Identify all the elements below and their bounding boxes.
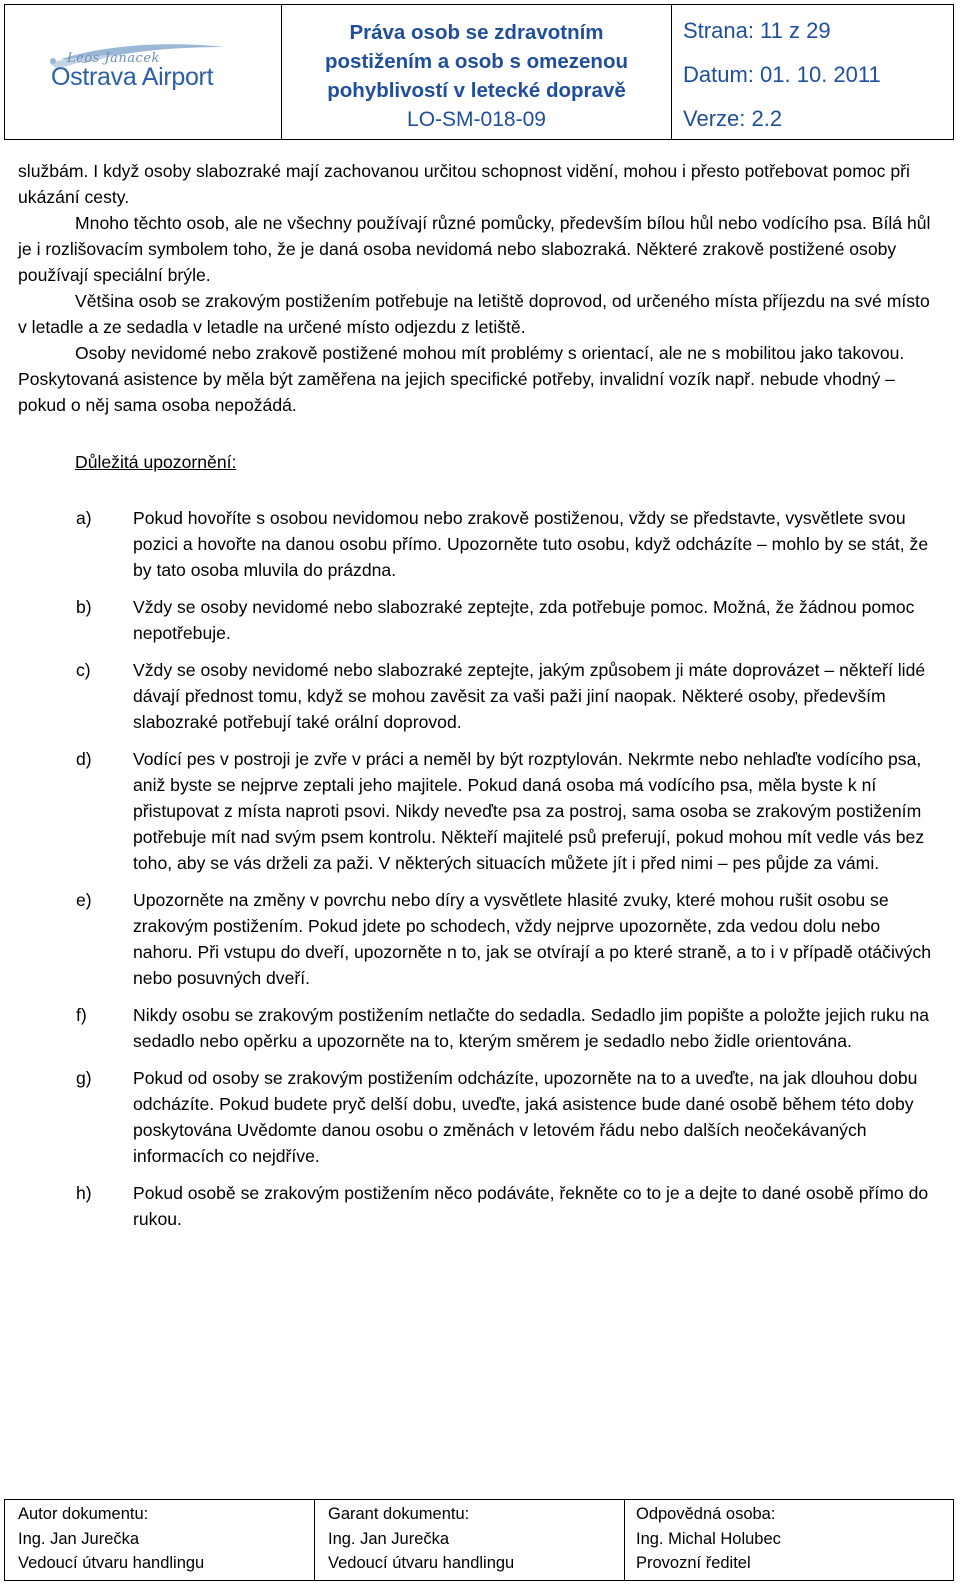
footer-label: Autor dokumentu:: [18, 1505, 149, 1523]
footer-role: Vedoucí útvaru handlingu: [18, 1554, 205, 1572]
document-header: [4, 4, 954, 140]
list-item-text: Pokud od osoby se zrakovým postižením odcházíte, upozorněte na to a uveďte, na jak dlouhou dobu odcházíte. Pokud budete pryč delší dobu, uveďte, jaká asistence bude dané osobě během této doby poskytována Uvědomte danou osobu o změnách v letovém řádu nebo dalších neočekávaných informacích co nejdříve.: [133, 1068, 918, 1166]
footer-label: Odpovědná osoba:: [636, 1505, 776, 1523]
list-marker: f): [76, 1005, 87, 1025]
list-marker: g): [76, 1068, 92, 1088]
list-item: [18, 1065, 938, 1169]
paragraph: Mnoho těchto osob, ale ne všechny používají různé pomůcky, především bílou hůl nebo vodícího psa. Bílá hůl je i rozlišovacím symbolem toho, že je daná osoba nevidomá nebo slabozraká. Některé zrakově postižené osoby používají speciální brýle.: [18, 213, 931, 285]
document-title-line: Práva osob se zdravotním: [349, 20, 604, 44]
list-item-text: Upozorněte na změny v povrchu nebo díry a vysvětlete hlasité zvuky, které mohou rušit osobu se zrakovým postižením. Pokud jdete po schodech, vždy nejprve upozorněte, zda vedou dolu nebo nahoru. Při vstupu do dveří, upozorněte n to, jak se otvírají a po které straně, a to i v případě otáčivých nebo posuvných dveří.: [133, 890, 932, 988]
warnings-list: [18, 505, 938, 1232]
document-title-line: pohyblivostí v letecké dopravě: [327, 78, 626, 102]
footer-guarantor: [315, 1500, 625, 1580]
list-item-text: Pokud hovoříte s osobou nevidomou nebo zrakově postiženou, vždy se představte, vysvětlete svou pozici a hovořte na danou osobu přímo. Upozorněte tuto osobu, když odcházíte – mohlo by se stát, že by tato osoba mluvila do prázdna.: [133, 508, 929, 580]
document-footer: [4, 1499, 954, 1581]
list-item-text: Vždy se osoby nevidomé nebo slabozraké zeptejte, jakým způsobem ji máte doprovázet – někteří lidé dávají přednost tomu, když se mohou zavěsit za vaši paži jiní naopak. Některé osoby, především slabozraké potřebují také orální doprovod.: [133, 660, 926, 732]
paragraph: Osoby nevidomé nebo zrakově postižené mohou mít problémy s orientací, ale ne s mobilitou jako takovou. Poskytovaná asistence by měla být zaměřena na jejich specifické potřeby, invalidní vozík např. nebude vhodný – pokud o něj sama osoba nepožádá.: [18, 343, 905, 415]
list-item: [18, 594, 938, 646]
document-title-line: postižením a osob s omezenou: [325, 49, 628, 73]
list-item: [18, 1002, 938, 1054]
footer-label: Garant dokumentu:: [328, 1505, 470, 1523]
document-date: Datum: 01. 10. 2011: [683, 62, 881, 87]
list-item: [18, 1180, 938, 1232]
list-marker: d): [76, 749, 92, 769]
document-body: [18, 158, 938, 1243]
paragraph: službám. I když osoby slabozraké mají zachovanou určitou schopnost vidění, mohou i přesto potřebovat pomoc při ukázání cesty.: [18, 161, 910, 207]
footer-responsible: [625, 1500, 953, 1580]
list-item: [18, 746, 938, 876]
document-title-cell: [282, 5, 672, 139]
document-meta: [672, 5, 953, 139]
list-marker: e): [76, 890, 92, 910]
list-item-text: Pokud osobě se zrakovým postižením něco podáváte, řekněte co to je a dejte to dané osobě přímo do rukou.: [133, 1183, 929, 1229]
page-number: Strana: 11 z 29: [683, 18, 831, 43]
document-version: Verze: 2.2: [683, 106, 783, 131]
list-item-text: Vodící pes v postroji je zvře v práci a neměl by být rozptylován. Nekrmte nebo nehlaďte vodícího psa, aniž byste se nejprve zeptali jeho majitele. Pokud daná osoba má vodícího psa, měla byste k ní přistupovat z místa naproti psovi. Nikdy neveďte psa za postroj, sama osoba se zrakovým postižením potřebuje mít nad svým psem kontrolu. Někteří majitelé psů preferují, pokud mohou mít vedle vás bez toho, aby se vás drželi za paži. V některých situacích můžete jít i před nimi – pes půjde za vámi.: [133, 749, 925, 873]
logo-wordmark: Ostrava Airport: [51, 63, 214, 91]
list-item-text: Nikdy osobu se zrakovým postižením netlačte do sedadla. Sedadlo jim popište a položte jejich ruku na sedadlo nebo opěrku a upozorněte na to, kterým směrem je sedadlo nebo židle orientována.: [133, 1005, 930, 1051]
list-marker: c): [76, 660, 91, 680]
footer-role: Provozní ředitel: [636, 1554, 751, 1572]
paragraph: Většina osob se zrakovým postižením potřebuje na letiště doprovod, od určeného místa příjezdu na své místo v letadle a ze sedadla v letadle na určené místo odjezdu z letiště.: [18, 291, 930, 337]
list-item: [18, 505, 938, 583]
list-item: [18, 887, 938, 991]
footer-author: [5, 1500, 315, 1580]
footer-name: Ing. Jan Jurečka: [18, 1529, 140, 1548]
airport-logo: [5, 5, 282, 139]
document-code: LO-SM-018-09: [407, 107, 546, 131]
list-item-text: Vždy se osoby nevidomé nebo slabozraké zeptejte, zda potřebuje pomoc. Možná, že žádnou pomoc nepotřebuje.: [133, 597, 915, 643]
logo-caption: Leos Janacek: [67, 51, 160, 66]
list-marker: h): [76, 1183, 92, 1203]
section-heading: Důležitá upozornění:: [75, 452, 237, 472]
list-marker: b): [76, 597, 92, 617]
footer-role: Vedoucí útvaru handlingu: [328, 1554, 515, 1572]
list-marker: a): [76, 508, 92, 528]
footer-name: Ing. Jan Jurečka: [328, 1529, 450, 1548]
list-item: [18, 657, 938, 735]
footer-name: Ing. Michal Holubec: [636, 1529, 781, 1548]
